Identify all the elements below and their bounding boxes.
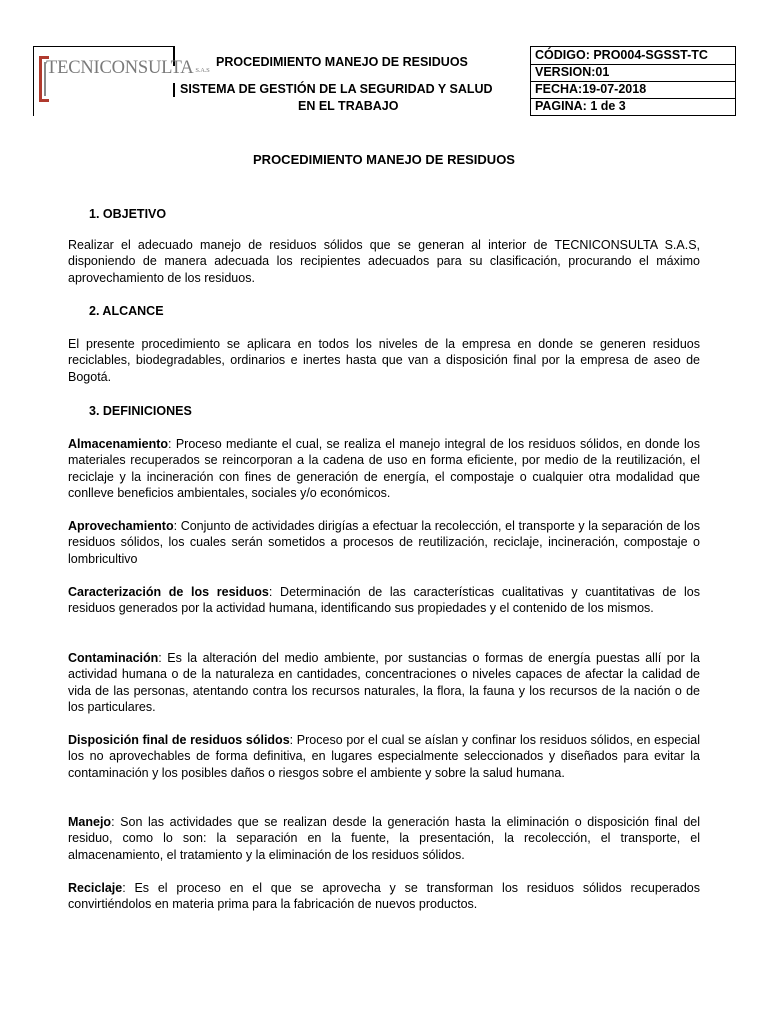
definition-term: Almacenamiento [68, 437, 169, 451]
definition-text: : Conjunto de actividades dirigías a efectuar la recolección, el transporte y la separación de los residuos sólidos, los cuales serán sometidos a procesos de reutilización, reciclaje, incineración, compostaje o lombricultivo [68, 519, 700, 566]
document-code: CÓDIGO: PRO004-SGSST-TC [535, 48, 708, 62]
company-logo [46, 58, 210, 79]
definition-item [68, 436, 700, 501]
definition-item [68, 518, 700, 567]
document-version: VERSION:01 [535, 65, 610, 79]
definition-item [68, 650, 700, 715]
section-heading-objetivo: 1. OBJETIVO [89, 207, 167, 221]
company-name: TECNICONSULTA [46, 58, 194, 78]
section-heading-definiciones: 3. DEFINICIONES [89, 404, 192, 418]
section-heading-alcance: 2. ALCANCE [89, 304, 164, 318]
document-title: PROCEDIMIENTO MANEJO DE RESIDUOS [253, 152, 515, 167]
definition-item [68, 814, 700, 863]
definition-text: : Proceso mediante el cual, se realiza el manejo integral de los residuos sólidos, en donde los materiales recuperados se reincorporan a la cadena de uso en forma eficiente, por medio de la reutilización, el reciclaje y la incineración con fines de generación de energía, el compostaje o cualquier otra modalidad que conlleve beneficios ambientales, sociales y/o económicos. [68, 437, 700, 500]
definition-text: : Son las actividades que se realizan desde la generación hasta la eliminación o disposición final del residuo, como lo son: la separación en la fuente, la presentación, la recolección, el transporte, el almacenamiento, el tratamiento y la eliminación de los residuos sólidos. [68, 815, 700, 862]
objetivo-text: Realizar el adecuado manejo de residuos sólidos que se generan al interior de TECNICONSULTA S.A.S, disponiendo de manera adecuada los recipientes adecuados para su clasificación, procurando el máximo aprovechamiento de los residuos. [68, 238, 700, 285]
definition-term: Manejo [68, 815, 112, 829]
definition-text: : Determinación de las características cualitativas y cuantitativas de los residuos generados por la actividad humana, identificando sus propiedades y el contenido de los mismos. [68, 585, 700, 616]
definition-text: : Proceso por el cual se aíslan y confinar los residuos sólidos, en especial los no aprovechables de forma definitiva, en lugares especialmente seleccionados y diseñados para evitar la contaminación y los posibles daños o riesgos sobre el ambiente y sobre la salud humana. [68, 733, 701, 780]
definition-term: Aprovechamiento [68, 519, 174, 533]
definition-term: Reciclaje [68, 881, 123, 895]
header-subtitle-line1: SISTEMA DE GESTIÓN DE LA SEGURIDAD Y SALUD [180, 82, 493, 96]
definition-item [68, 732, 700, 781]
definition-term: Contaminación [68, 651, 159, 665]
header-title: PROCEDIMIENTO MANEJO DE RESIDUOS [216, 55, 468, 69]
definition-item [68, 584, 700, 617]
alcance-text: El presente procedimiento se aplicara en todos los niveles de la empresa en donde se generen residuos reciclables, biodegradables, ordinarios e inertes hasta que van a disposición final por la empresa de aseo de Bogotá. [68, 337, 700, 384]
company-suffix: S.A.S [195, 67, 210, 74]
definition-term: Caracterización de los residuos [68, 585, 269, 599]
document-page: PAGINA: 1 de 3 [535, 99, 626, 113]
definition-text: : Es el proceso en el que se aprovecha y se transforman los residuos sólidos recuperados convirtiéndolos en materia prima para la fabricación de nuevos productos. [68, 881, 700, 912]
document-date: FECHA:19-07-2018 [535, 82, 647, 96]
definition-item [68, 880, 700, 913]
definition-term: Disposición final de residuos sólidos [68, 733, 290, 747]
definition-text: : Es la alteración del medio ambiente, por sustancias o formas de energía puestas allí por la actividad humana o de la naturaleza en cantidades, concentraciones o niveles capaces de afectar la calidad de vida de las personas, atentando contra los recursos naturales, la flora, la fauna y los recursos de la nación o de los particulares. [68, 651, 700, 714]
header-subtitle-line2: EN EL TRABAJO [298, 99, 399, 113]
